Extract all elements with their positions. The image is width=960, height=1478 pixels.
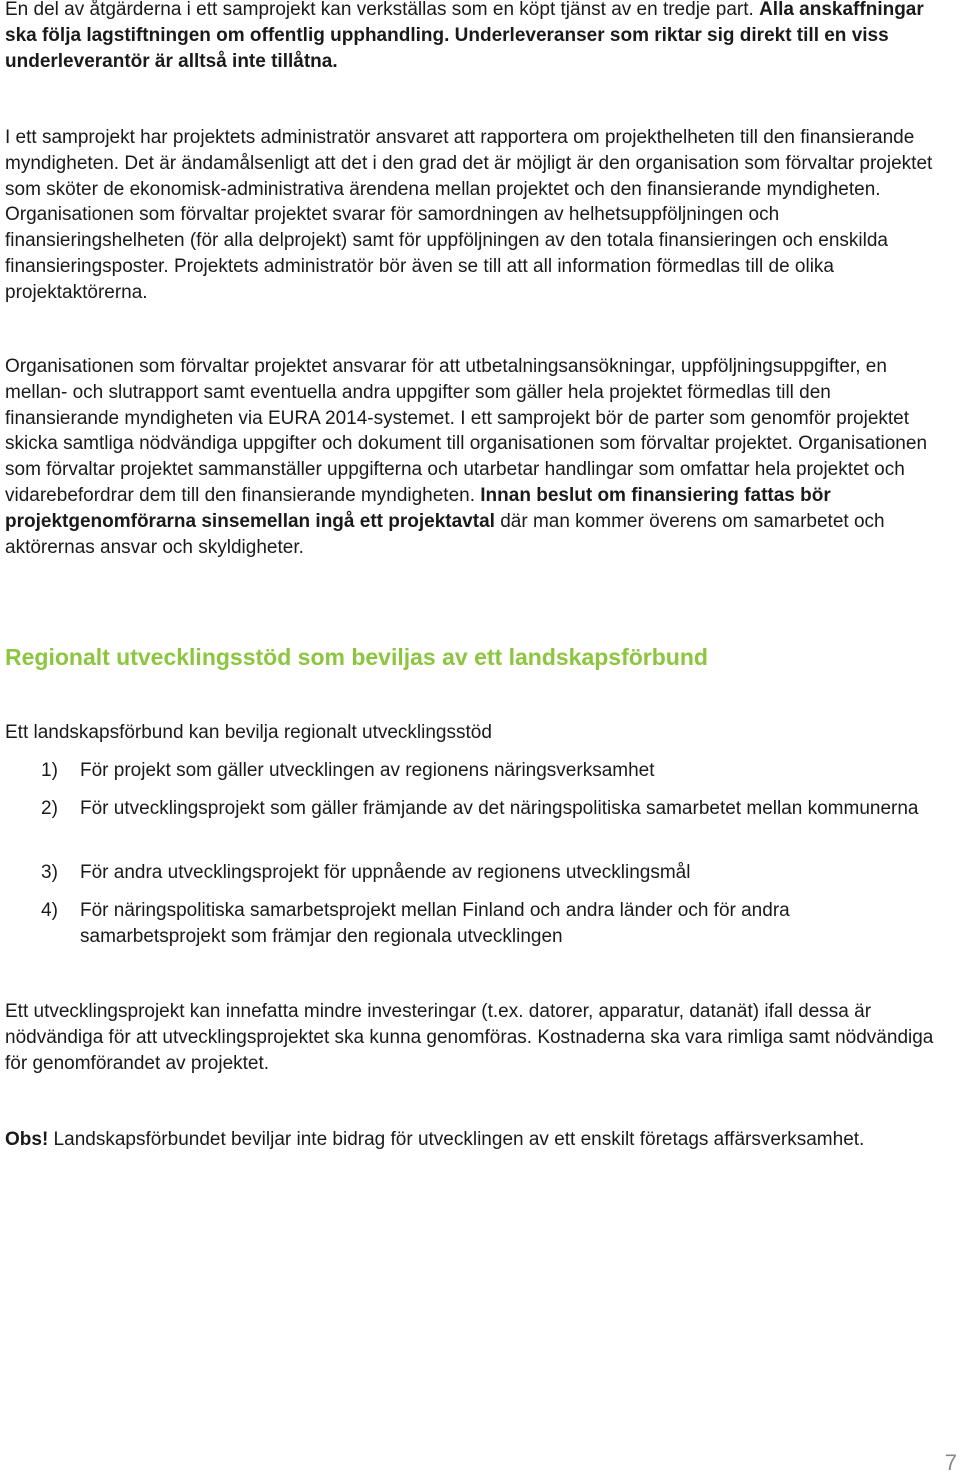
list-item [5,898,950,950]
paragraph-subcontracting [5,0,950,74]
obs-text: Landskapsförbundet beviljar inte bidrag för utvecklingen av ett enskilt företags affärsverksamhet. [48,1129,865,1150]
list-item-number: 1) [41,760,58,781]
page-number: 7 [944,1450,957,1475]
list-item-text: För utvecklingsprojekt som gäller främjande av det näringspolitiska samarbetet mellan kommunerna [80,798,919,819]
list-item-text: För näringspolitiska samarbetsprojekt mellan Finland och andra länder och för andra samarbetsprojekt som främjar den regionala utvecklingen [80,900,790,947]
paragraph-organisation-tail: där man kommer överens om samarbetet och aktörernas ansvar och skyldigheter. [5,510,885,558]
list-item [5,758,950,784]
paragraph-investments: Ett utvecklingsprojekt kan innefatta mindre investeringar (t.ex. datorer, apparatur, datanät) ifall dessa är nödvändiga för att utvecklingsprojektet ska kunna genomföras. Kostnaderna ska vara rimliga samt nödvändiga för genomförandet av projektet. [5,1001,934,1074]
paragraph-organisation [5,354,950,560]
paragraph-organisation-text: Organisationen som förvaltar projektet ansvarar för att utbetalningsansökningar, uppföljningsuppgifter, en mellan- och slutrapport samt eventuella andra uppgifter som gäller hela projektet förmedlas till den finansierande myndigheten via EURA 2014-systemet. I ett samprojekt bör de parter som genomför projektet skicka samtliga nödvändiga uppgifter och dokument till organisationen som förvaltar projektet. Organisationen som förvaltar projektet sammanställer uppgifterna och utarbetar handlingar som omfattar hela projektet och vidarebefordrar dem till den finansierande myndigheten. [5,356,928,506]
list-item [5,860,950,886]
paragraph-obs [5,1127,950,1153]
list-intro: Ett landskapsförbund kan bevilja regionalt utvecklingsstöd [5,722,492,743]
paragraph-administrator: I ett samprojekt har projektets administratör ansvaret att rapportera om projekthelheten till den finansierande myndigheten. Det är ändamålsenligt att det i den grad det är möjligt är den organisation som förvaltar projektet som sköter de ekonomisk-administrativa ärendena mellan projektet och den finansierande myndigheten. Organisationen som förvaltar projektet svarar för samordningen av helhetsuppföljningen och finansieringshelheten (för alla delprojekt) samt för uppföljningen av den totala finansieringen och enskilda finansieringsposter. Projektets administratör bör även se till att all information förmedlas till de olika projektaktörerna. [5,127,933,303]
paragraph-subcontracting-text: En del av åtgärderna i ett samprojekt kan verkställas som en köpt tjänst av en tredje part. [5,0,760,20]
list-item-number: 2) [41,798,58,819]
paragraph-subcontracting-bold: Alla anskaffningar ska följa lagstiftningen om offentlig upphandling. Underleveranser som riktar sig direkt till en viss underleverantör är alltså inte tillåtna. [5,0,924,72]
list-item-text: För projekt som gäller utvecklingen av regionens näringsverksamhet [80,760,655,781]
obs-label: Obs! [5,1129,49,1150]
list-item-number: 3) [41,862,58,883]
section-heading: Regionalt utvecklingsstöd som beviljas av ett landskapsförbund [5,644,708,670]
list-item-number: 4) [41,900,58,921]
list-item-text: För andra utvecklingsprojekt för uppnående av regionens utvecklingsmål [80,862,691,883]
list-item [5,796,950,822]
paragraph-organisation-bold: Innan beslut om finansiering fattas bör projektgenomförarna sinsemellan ingå ett projektavtal [5,484,831,532]
